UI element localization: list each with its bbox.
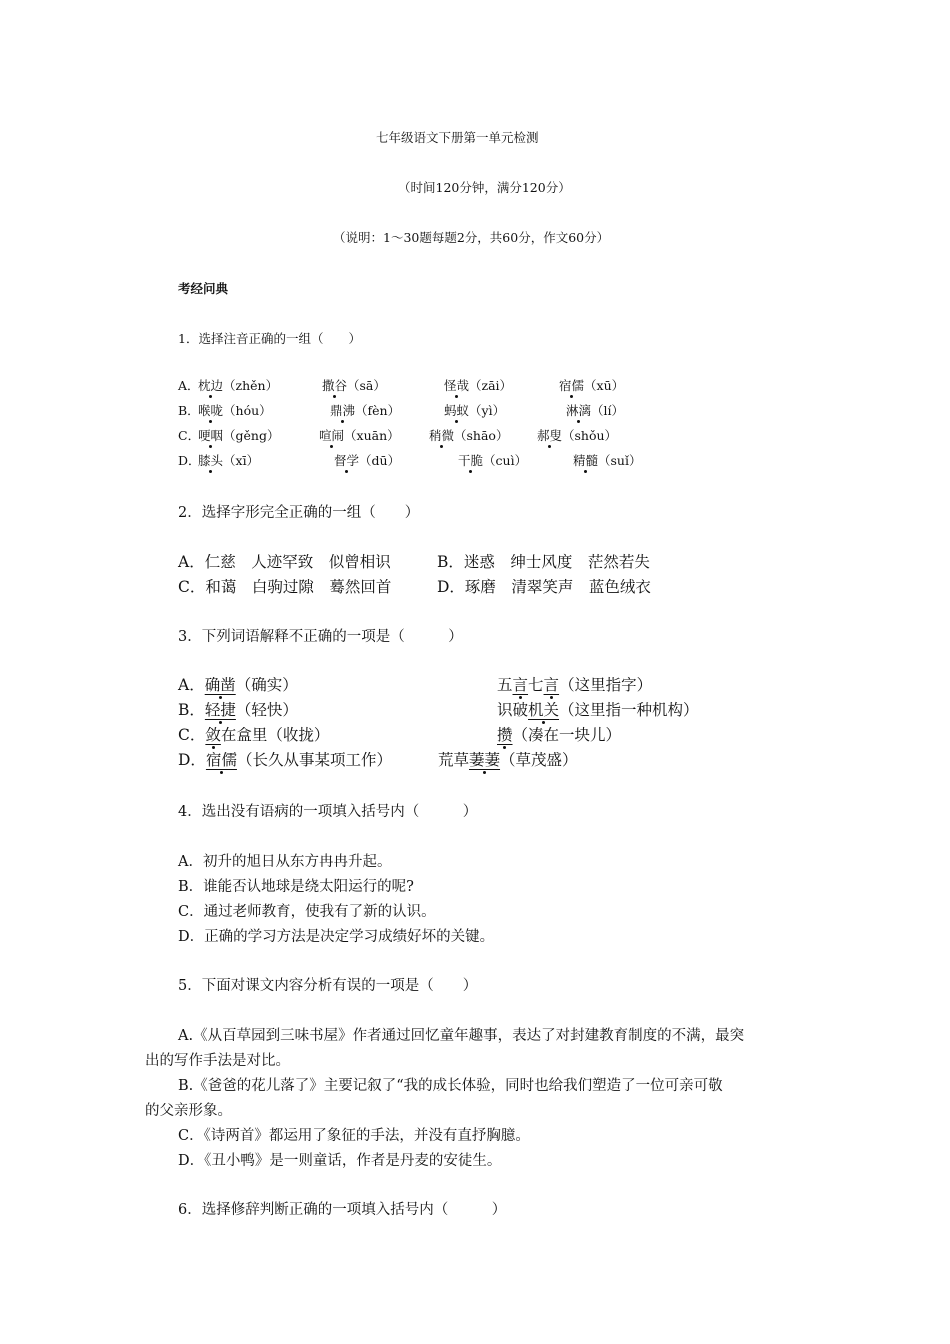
q5-option-c: C．《诗两首》都运用了象征的手法，并没有直抒胸臆。 (178, 1128, 530, 1144)
q1-a-word1: 枕边 (198, 378, 224, 393)
page-title: 七年级语文下册第一单元检测 (376, 130, 539, 145)
q3-b2-explanation: （这里指一种机构） (559, 701, 699, 719)
q3-option-b2 (497, 698, 699, 720)
q5-option-a-line2: 出的写作手法是对比。 (145, 1053, 290, 1069)
q3-c-explanation: 在盒里（收拢） (220, 726, 330, 744)
q2-option-c: C．和蔼 白驹过隙 蓦然回首 (178, 578, 392, 596)
q1-c-word1: 哽咽 (198, 428, 224, 443)
q5-option-b-line1: B.《爸爸的花儿落了》主要记叙了“我的成长体验，同时也给我们塑造了一位可亲可敬 (178, 1078, 723, 1094)
instructions-note: （说明：1～30题每题2分，共60分，作文60分） (333, 230, 610, 245)
q2-option-a: A．仁慈 人迹罕致 似曾相识 (178, 553, 391, 571)
q3-a-explanation: （确实） (235, 676, 298, 694)
q3-option-d2 (438, 748, 578, 770)
q3-d-explanation: （长久从事某项工作） (236, 751, 392, 769)
q1-d-word4: 精髓 (573, 453, 599, 468)
q1-d-label: D． (178, 453, 201, 468)
q1-d-word3: 干脆 (458, 453, 484, 468)
q3-b2-word: 机关 (528, 701, 560, 719)
q1-d-pinyin1: （xī） (223, 453, 260, 468)
q6-stem: 6．选择修辞判断正确的一项填入括号内（ ） (178, 1202, 507, 1218)
q3-c-word: 敛 (205, 726, 221, 744)
q1-b-word3: 蚂蚁 (444, 403, 470, 418)
q1-c-pinyin1: （gěng） (223, 428, 280, 443)
q3-a2-explanation: （这里指字） (559, 676, 653, 694)
q1-a-word2: 撒谷 (322, 378, 348, 393)
q3-option-a2 (497, 673, 652, 695)
q1-b-word4: 淋漓 (566, 403, 592, 418)
q1-a-pinyin2: （sā） (347, 378, 386, 393)
q1-d-pinyin3: （cuì） (483, 453, 528, 468)
q3-d-label: D． (178, 751, 206, 769)
q3-c-label: C． (178, 726, 206, 744)
section-title: 考经问典 (178, 281, 229, 296)
q4-stem: 4．选出没有语病的一项填入括号内（ ） (178, 804, 478, 820)
q3-b-label: B． (178, 701, 205, 719)
q1-d-pinyin4: （suǐ） (598, 453, 642, 468)
q3-b-explanation: （轻快） (235, 701, 298, 719)
q1-a-pinyin3: （zāi） (469, 378, 513, 393)
q3-a2-char1: 言 (512, 676, 529, 694)
q1-a-word4: 宿儒 (559, 378, 585, 393)
q1-c-pinyin3: （shāo） (454, 428, 509, 443)
q1-a-pinyin4: （xū） (584, 378, 625, 393)
q4-option-c: C．通过老师教育，使我有了新的认识。 (178, 904, 436, 920)
q1-b-pinyin3: （yì） (469, 403, 506, 418)
q3-c2-explanation: （凑在一块儿） (512, 726, 622, 744)
q5-option-a-line1: A.《从百草园到三味书屋》作者通过回忆童年趣事，表达了对封建教育制度的不满，最突 (178, 1028, 745, 1044)
q3-a-word: 确凿 (204, 676, 236, 694)
q3-a2-prefix: 五 (497, 676, 513, 694)
q1-c-pinyin2: （xuān） (344, 428, 400, 443)
q3-d-word: 宿儒 (205, 751, 237, 769)
q1-c-word4: 郝叟 (537, 428, 563, 443)
q1-stem: 1．选择注音正确的一组（ ） (178, 331, 361, 346)
q1-b-word2: 鼎沸 (330, 403, 356, 418)
q3-a-label: A． (178, 676, 205, 694)
q3-b-word: 轻捷 (204, 701, 236, 719)
q2-option-b: B．迷惑 绅士风度 茫然若失 (437, 553, 650, 571)
time-note: （时间120分钟，满分120分） (398, 180, 571, 195)
q1-c-pinyin4: （shǒu） (562, 428, 618, 443)
q4-option-d: D．正确的学习方法是决定学习成绩好坏的关键。 (178, 929, 495, 945)
q5-option-b-line2: 的父亲形象。 (145, 1103, 232, 1119)
q3-option-c (178, 723, 329, 745)
q3-option-b (178, 698, 298, 720)
q3-c2-word: 攒 (497, 726, 513, 744)
q1-d-word1: 膝头 (198, 453, 224, 468)
q1-b-pinyin4: （lí） (591, 403, 625, 418)
q1-a-word3: 怪哉 (444, 378, 470, 393)
q3-option-a (178, 673, 298, 695)
q2-option-d: D．琢磨 清翠笑声 蓝色绒衣 (437, 578, 651, 596)
q1-b-label: B． (178, 403, 200, 418)
q3-d2-explanation: （草茂盛） (500, 751, 578, 769)
q1-a-label: A． (178, 378, 200, 393)
q3-option-d (178, 748, 392, 770)
q3-option-c2 (497, 723, 621, 745)
q3-d2-prefix: 荒草 (438, 751, 470, 769)
q4-option-b: B．谁能否认地球是绕太阳运行的呢? (178, 879, 414, 895)
q5-option-d: D．《丑小鸭》是一则童话，作者是丹麦的安徒生。 (178, 1153, 502, 1169)
q1-c-word2: 喧闹 (319, 428, 345, 443)
q1-b-pinyin1: （hóu） (223, 403, 272, 418)
q2-stem: 2．选择字形完全正确的一组（ ） (178, 505, 420, 521)
q1-b-pinyin2: （fèn） (355, 403, 401, 418)
q4-option-a: A．初升的旭日从东方冉冉升起。 (178, 854, 392, 870)
q1-c-word3: 稍微 (429, 428, 455, 443)
q3-d2-word: 萋萋 (469, 751, 501, 769)
q3-stem: 3．下列词语解释不正确的一项是（ ） (178, 629, 463, 645)
q1-c-label: C． (178, 428, 201, 443)
q1-a-pinyin1: （zhěn） (223, 378, 279, 393)
q1-d-pinyin2: （dū） (359, 453, 401, 468)
q3-a2-char2: 言 (543, 676, 560, 694)
q1-d-word2: 督学 (334, 453, 360, 468)
q3-a2-mid: 七 (528, 676, 544, 694)
q3-b2-prefix: 识破 (497, 701, 529, 719)
q5-stem: 5．下面对课文内容分析有误的一项是（ ） (178, 978, 478, 994)
q1-b-word1: 喉咙 (198, 403, 224, 418)
